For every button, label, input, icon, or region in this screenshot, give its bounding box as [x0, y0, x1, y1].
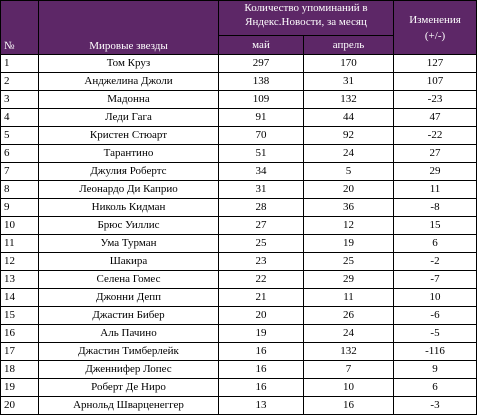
- cell-may: 51: [219, 145, 304, 163]
- cell-may: 138: [219, 73, 304, 91]
- cell-may: 109: [219, 91, 304, 109]
- cell-number: 2: [1, 73, 39, 91]
- cell-star-name: Анджелина Джоли: [39, 73, 219, 91]
- cell-april: 29: [304, 271, 394, 289]
- cell-number: 9: [1, 199, 39, 217]
- cell-number: 18: [1, 361, 39, 379]
- cell-star-name: Шакира: [39, 253, 219, 271]
- cell-april: 5: [304, 163, 394, 181]
- cell-change: 47: [394, 109, 477, 127]
- cell-change: 11: [394, 181, 477, 199]
- cell-april: 132: [304, 91, 394, 109]
- cell-april: 170: [304, 55, 394, 73]
- cell-may: 13: [219, 397, 304, 415]
- cell-number: 16: [1, 325, 39, 343]
- table-row: [1, 343, 477, 361]
- cell-number: 17: [1, 343, 39, 361]
- cell-change: 107: [394, 73, 477, 91]
- cell-star-name: Кристен Стюарт: [39, 127, 219, 145]
- cell-number: 6: [1, 145, 39, 163]
- table-row: [1, 217, 477, 235]
- header-number: №: [1, 1, 39, 55]
- header-change: [394, 1, 477, 55]
- table-row: [1, 109, 477, 127]
- cell-change: -5: [394, 325, 477, 343]
- cell-change: 10: [394, 289, 477, 307]
- cell-may: 22: [219, 271, 304, 289]
- cell-number: 5: [1, 127, 39, 145]
- cell-star-name: Селена Гомес: [39, 271, 219, 289]
- cell-number: 12: [1, 253, 39, 271]
- cell-star-name: Леди Гага: [39, 109, 219, 127]
- cell-star-name: Джастин Бибер: [39, 307, 219, 325]
- cell-april: 24: [304, 325, 394, 343]
- cell-may: 19: [219, 325, 304, 343]
- cell-change: -7: [394, 271, 477, 289]
- cell-number: 10: [1, 217, 39, 235]
- cell-change: -3: [394, 397, 477, 415]
- table-row: [1, 91, 477, 109]
- table-row: [1, 379, 477, 397]
- cell-april: 24: [304, 145, 394, 163]
- cell-april: 12: [304, 217, 394, 235]
- cell-may: 28: [219, 199, 304, 217]
- cell-april: 19: [304, 235, 394, 253]
- cell-change: 29: [394, 163, 477, 181]
- cell-change: 6: [394, 235, 477, 253]
- cell-number: 3: [1, 91, 39, 109]
- cell-change: 9: [394, 361, 477, 379]
- table-row: [1, 253, 477, 271]
- cell-number: 1: [1, 55, 39, 73]
- table-row: [1, 325, 477, 343]
- table-row: [1, 271, 477, 289]
- cell-star-name: Роберт Де Ниро: [39, 379, 219, 397]
- cell-april: 16: [304, 397, 394, 415]
- table-row: [1, 145, 477, 163]
- cell-april: 25: [304, 253, 394, 271]
- header-mentions: [219, 1, 394, 36]
- cell-may: 34: [219, 163, 304, 181]
- cell-star-name: Брюс Уиллис: [39, 217, 219, 235]
- cell-april: 10: [304, 379, 394, 397]
- cell-number: 8: [1, 181, 39, 199]
- cell-change: -116: [394, 343, 477, 361]
- cell-change: 27: [394, 145, 477, 163]
- cell-may: 25: [219, 235, 304, 253]
- cell-number: 14: [1, 289, 39, 307]
- cell-april: 36: [304, 199, 394, 217]
- cell-may: 23: [219, 253, 304, 271]
- cell-april: 92: [304, 127, 394, 145]
- cell-change: -6: [394, 307, 477, 325]
- header-stars: Мировые звезды: [39, 1, 219, 55]
- cell-number: 20: [1, 397, 39, 415]
- cell-star-name: Ума Турман: [39, 235, 219, 253]
- cell-star-name: Джулия Робертс: [39, 163, 219, 181]
- cell-number: 13: [1, 271, 39, 289]
- cell-change: -22: [394, 127, 477, 145]
- cell-may: 27: [219, 217, 304, 235]
- cell-star-name: Джонни Депп: [39, 289, 219, 307]
- cell-number: 11: [1, 235, 39, 253]
- cell-change: -8: [394, 199, 477, 217]
- cell-may: 20: [219, 307, 304, 325]
- cell-may: 16: [219, 343, 304, 361]
- header-change-line2: (+/-): [424, 29, 446, 42]
- cell-star-name: Тарантино: [39, 145, 219, 163]
- cell-may: 21: [219, 289, 304, 307]
- cell-star-name: Арнольд Шварценеггер: [39, 397, 219, 415]
- header-mentions-line2: Яндекс.Новости, за месяц: [245, 16, 367, 28]
- cell-april: 44: [304, 109, 394, 127]
- cell-change: 15: [394, 217, 477, 235]
- table-row: [1, 163, 477, 181]
- header-mentions-line1: Количество упоминаний в: [244, 2, 368, 14]
- cell-star-name: Мадонна: [39, 91, 219, 109]
- cell-may: 297: [219, 55, 304, 73]
- cell-april: 31: [304, 73, 394, 91]
- table-row: [1, 127, 477, 145]
- table-row: [1, 55, 477, 73]
- cell-may: 16: [219, 379, 304, 397]
- table-row: [1, 361, 477, 379]
- header-may: май: [219, 36, 304, 55]
- cell-number: 15: [1, 307, 39, 325]
- cell-april: 11: [304, 289, 394, 307]
- cell-may: 16: [219, 361, 304, 379]
- header-change-line1: Изменения: [409, 13, 461, 26]
- table-row: [1, 181, 477, 199]
- cell-change: 127: [394, 55, 477, 73]
- cell-change: -23: [394, 91, 477, 109]
- cell-may: 31: [219, 181, 304, 199]
- table-body: [1, 55, 477, 415]
- cell-star-name: Том Круз: [39, 55, 219, 73]
- cell-star-name: Леонардо Ди Каприо: [39, 181, 219, 199]
- cell-change: 6: [394, 379, 477, 397]
- table-row: [1, 289, 477, 307]
- cell-may: 70: [219, 127, 304, 145]
- table-row: [1, 235, 477, 253]
- cell-number: 4: [1, 109, 39, 127]
- header-april: апрель: [304, 36, 394, 55]
- cell-april: 26: [304, 307, 394, 325]
- cell-april: 7: [304, 361, 394, 379]
- table-row: [1, 307, 477, 325]
- cell-star-name: Дженнифер Лопес: [39, 361, 219, 379]
- cell-star-name: Джастин Тимберлейк: [39, 343, 219, 361]
- cell-april: 20: [304, 181, 394, 199]
- table-row: [1, 199, 477, 217]
- cell-star-name: Николь Кидман: [39, 199, 219, 217]
- cell-star-name: Аль Пачино: [39, 325, 219, 343]
- cell-may: 91: [219, 109, 304, 127]
- cell-april: 132: [304, 343, 394, 361]
- cell-number: 7: [1, 163, 39, 181]
- table-row: [1, 73, 477, 91]
- table-header: [1, 1, 477, 55]
- table-row: [1, 397, 477, 415]
- cell-change: -2: [394, 253, 477, 271]
- cell-number: 19: [1, 379, 39, 397]
